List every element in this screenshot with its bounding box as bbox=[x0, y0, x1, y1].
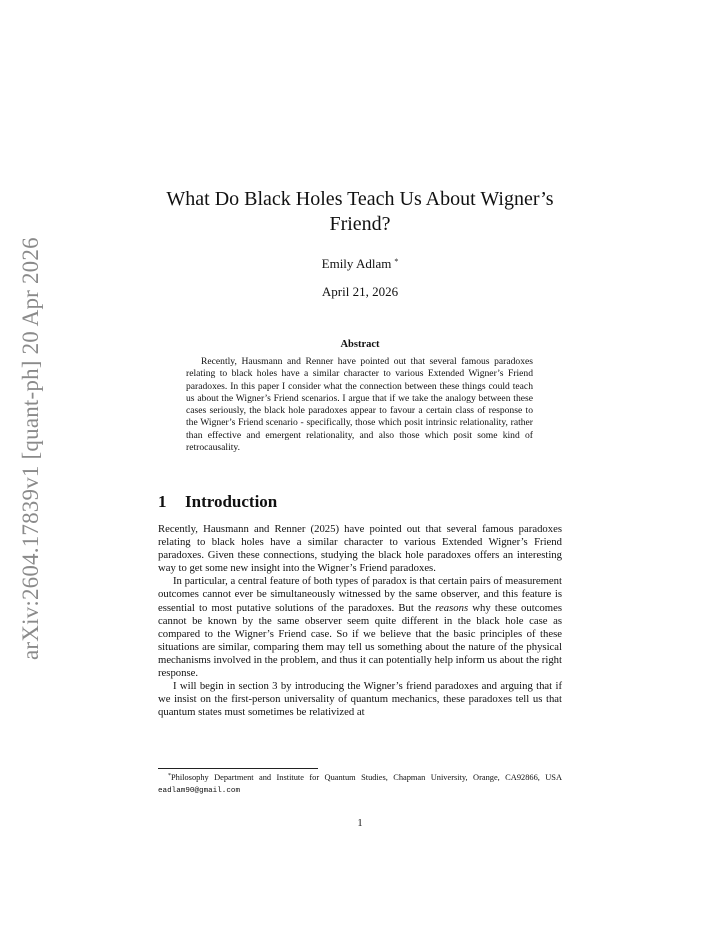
footnote-mark: * bbox=[168, 773, 171, 779]
footnote-divider bbox=[158, 768, 318, 769]
arxiv-identifier-stamp: arXiv:2604.17839v1 [quant-ph] 20 Apr 2026 bbox=[18, 237, 43, 660]
section-title: Introduction bbox=[185, 492, 278, 511]
paragraph-2-emphasis: reasons bbox=[435, 601, 469, 614]
author-name: Emily Adlam bbox=[321, 256, 392, 271]
section-heading-introduction bbox=[158, 492, 562, 512]
abstract-heading: Abstract bbox=[340, 339, 380, 350]
introduction-body bbox=[158, 523, 562, 719]
author-footnote-mark: * bbox=[394, 257, 399, 266]
abstract-text: Recently, Hausmann and Renner have pointed out that several famous paradoxes relating to black holes have a similar character to various Extended Wigner’s Friend paradoxes. In this paper I consider what the connection between these things could teach us about the Wigner’s Friend scenarios. I argue that if we take the analogy between these cases seriously, the black hole paradoxes appear to favour a certain class of response to the Wigner’s Friend scenario - specifically, those which posit intrinsic relationality, rather than effective and emergent relationality, and also those which posit some kind of retrocausality. bbox=[186, 356, 533, 454]
paragraph-2 bbox=[158, 575, 562, 680]
paragraph-1: Recently, Hausmann and Renner (2025) have pointed out that several famous paradoxes relating to black holes have a similar character to various Extended Wigner’s Friend paradoxes. Given these connections, studying the black hole paradoxes offers an interesting way to get some new insight into the Wigner’s Friend paradoxes. bbox=[158, 523, 562, 575]
paper-date: April 21, 2026 bbox=[321, 284, 399, 299]
author-affiliation-footnote bbox=[158, 771, 562, 797]
paragraph-2-part-2: why these outcomes cannot be known by the same observer seem quite different in the black hole case as compared to the Wigner’s Friend case. So if we believe that the basic principles of these situations are similar, comparing them may tell us something about the nature of the physical mechanisms involved in the problem, and thus it can potentially help inform us about the right response. bbox=[158, 601, 562, 680]
author-line bbox=[150, 256, 570, 272]
paper-title: What Do Black Holes Teach Us About Wigner’s Friend? bbox=[166, 188, 554, 235]
section-number: 1 bbox=[158, 492, 167, 511]
paragraph-3: I will begin in section 3 by introducing the Wigner’s friend paradoxes and arguing that if we insist on the first-person universality of quantum mechanics, these paradoxes tell us that quantum states must sometimes be relativized at bbox=[158, 680, 562, 719]
page-number: 1 bbox=[357, 818, 363, 829]
paragraph-2-part-1: In particular, a central feature of both types of paradox is that certain pairs of measurement outcomes cannot ever be simultaneously witnessed by the same observer, and this feature is essential to most putative solutions of the paradoxes. But the bbox=[158, 575, 562, 614]
footnote-email-link[interactable]: eadlam90@gmail.com bbox=[158, 786, 241, 795]
footnote-affiliation: Philosophy Department and Institute for Quantum Studies, Chapman University, Orange, CA92866, USA bbox=[171, 773, 562, 782]
